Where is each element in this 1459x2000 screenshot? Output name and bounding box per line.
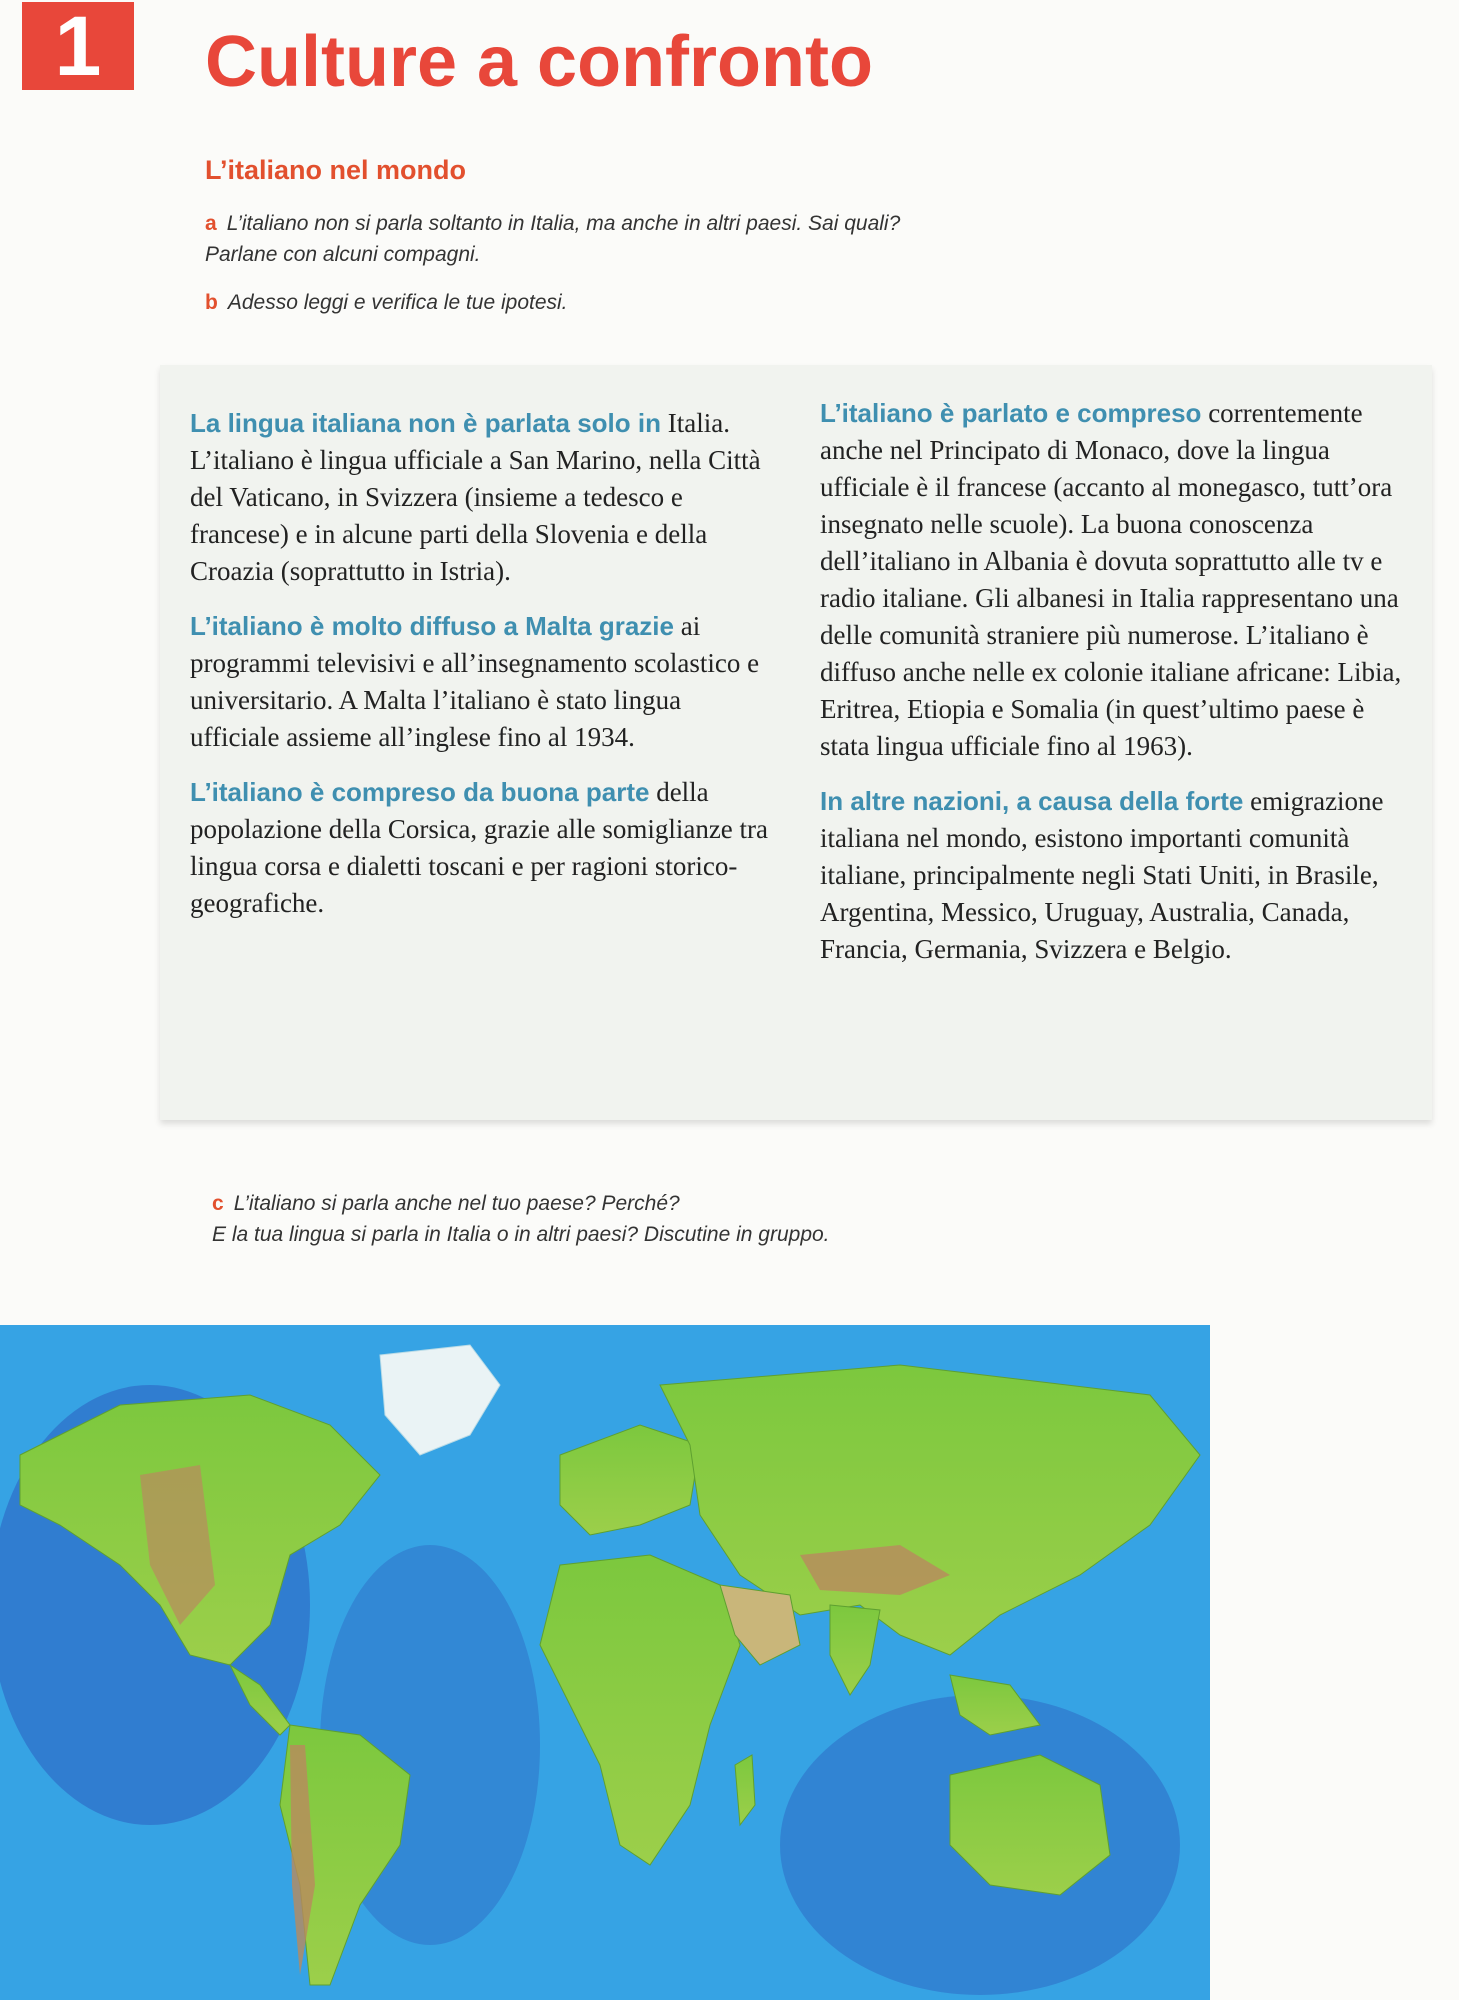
paragraph-body: emigrazione italiana nel mondo, esistono importanti comunità italiane, principalmente negli Stati Uniti, in Brasile, Argentina, Messico, Uruguay, Australia, Canada, Francia, Germania, Svizzera e Belgio.	[820, 786, 1384, 964]
paragraph-body: Italia. L’italiano è lingua ufficiale a San Marino, nella Città del Vaticano, in Svizzera (insieme a tedesco e francese) e in alcune parti della Slovenia e della Croazia (soprattutto in Istria).	[190, 408, 761, 586]
paragraph-body: della popolazione della Corsica, grazie alle somiglianze tra lingua corsa e dialetti toscani e per ragioni storico-geografiche.	[190, 777, 769, 918]
paragraph-emigration	[820, 783, 1410, 968]
exercise-b-text: Adesso leggi e verifica le tue ipotesi.	[227, 291, 568, 314]
exercise-c-line1: L’italiano si parla anche nel tuo paese? Perché?	[233, 1192, 680, 1215]
paragraph-lead: L’italiano è parlato e compreso	[820, 398, 1202, 428]
reading-column-left	[190, 405, 775, 940]
world-relief-map	[0, 1325, 1210, 2000]
exercise-a	[205, 208, 900, 270]
exercise-c-letter: c	[212, 1192, 224, 1215]
exercise-a-line1: L’italiano non si parla soltanto in Italia, ma anche in altri paesi. Sai quali?	[226, 212, 901, 235]
paragraph-lead: L’italiano è compreso da buona parte	[190, 777, 650, 807]
page-title: Culture a confronto	[205, 22, 873, 102]
paragraph-lead: L’italiano è molto diffuso a Malta grazie	[190, 611, 674, 641]
reading-text-box	[160, 365, 1432, 1120]
paragraph-italy	[190, 405, 775, 590]
exercise-a-line2: Parlane con alcuni compagni.	[205, 243, 481, 266]
exercise-c	[212, 1188, 830, 1250]
paragraph-malta	[190, 608, 775, 756]
exercise-c-line2: E la tua lingua si parla in Italia o in altri paesi? Discutine in gruppo.	[212, 1223, 830, 1246]
paragraph-monaco	[820, 395, 1410, 765]
section-title: L’italiano nel mondo	[205, 155, 467, 185]
paragraph-body: ai programmi televisivi e all’insegnamento scolastico e universitario. A Malta l’italiano è stato lingua ufficiale assieme all’inglese fino al 1934.	[190, 611, 760, 752]
world-map-illustration	[0, 1325, 1210, 2000]
paragraph-body: correntemente anche nel Principato di Monaco, dove la lingua ufficiale è il francese (accanto al monegasco, tutt’ora insegnato nelle scuole). La buona conoscenza dell’italiano in Albania è dovuta soprattutto alle tv e radio italiane. Gli albanesi in Italia rappresentano una delle comunità straniere più numerose. L’italiano è diffuso anche nelle ex colonie italiane africane: Libia, Eritrea, Etiopia e Somalia (in quest’ultimo paese è stata lingua ufficiale fino al 1963).	[820, 398, 1402, 761]
paragraph-lead: La lingua italiana non è parlata solo in	[190, 408, 661, 438]
exercise-b-letter: b	[205, 291, 218, 314]
paragraph-corsica	[190, 774, 775, 922]
chapter-number-badge: 1	[22, 2, 134, 90]
paragraph-lead: In altre nazioni, a causa della forte	[820, 786, 1244, 816]
reading-column-right	[820, 395, 1410, 986]
exercise-a-letter: a	[205, 212, 217, 235]
exercise-b	[205, 287, 568, 318]
